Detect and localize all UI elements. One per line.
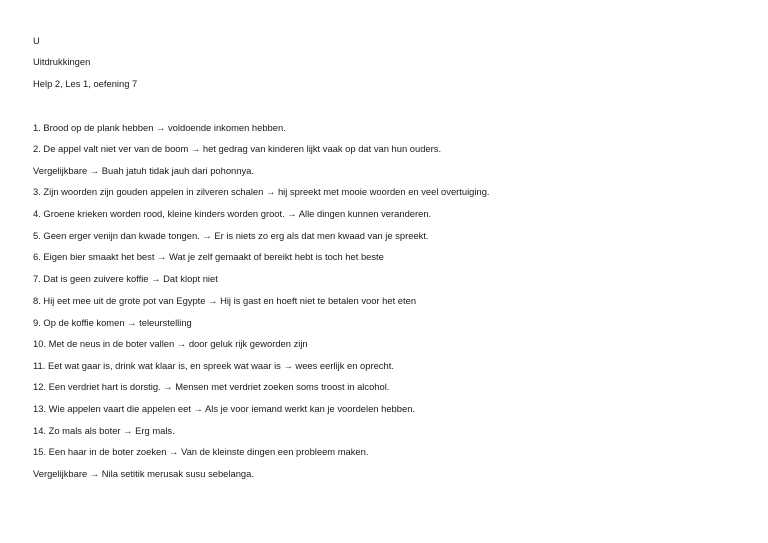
expression-line: 9. Op de koffie komen → teleurstelling (33, 317, 192, 328)
expression-line: 14. Zo mals als boter → Erg mals. (33, 425, 175, 436)
heading-letter: U (33, 35, 40, 46)
comparison-line: Vergelijkbare → Buah jatuh tidak jauh dari pohonnya. (33, 165, 254, 176)
expression-line: 1. Brood op de plank hebben → voldoende inkomen hebben. (33, 122, 286, 133)
expression-line: 4. Groene krieken worden rood, kleine kinders worden groot. → Alle dingen kunnen veranderen. (33, 208, 432, 219)
expression-line: 11. Eet wat gaar is, drink wat klaar is, en spreek wat waar is → wees eerlijk en oprecht. (33, 360, 394, 371)
document-subtitle: Help 2, Les 1, oefening 7 (33, 78, 138, 89)
expression-line: 3. Zijn woorden zijn gouden appelen in zilveren schalen → hij spreekt met mooie woorden en veel overtuiging. (33, 186, 490, 197)
expression-line: 12. Een verdriet hart is dorstig. → Mensen met verdriet zoeken soms troost in alcohol. (33, 381, 390, 392)
document-page (33, 0, 753, 543)
expression-line: 13. Wie appelen vaart die appelen eet → Als je voor iemand werkt kan je voordelen hebben. (33, 403, 416, 414)
expression-line: 10. Met de neus in de boter vallen → door geluk rijk geworden zijn (33, 338, 308, 349)
expression-line: 2. De appel valt niet ver van de boom → het gedrag van kinderen lijkt vaak op dat van hun ouders. (33, 143, 442, 154)
expression-line: 6. Eigen bier smaakt het best → Wat je zelf gemaakt of bereikt hebt is toch het beste (33, 251, 384, 262)
expression-line: 15. Een haar in de boter zoeken → Van de kleinste dingen een probleem maken. (33, 446, 369, 457)
expression-line: 5. Geen erger venijn dan kwade tongen. → Er is niets zo erg als dat men kwaad van je spreekt. (33, 230, 429, 241)
comparison-line: Vergelijkbare → Nila setitik merusak susu sebelanga. (33, 468, 254, 479)
expression-line: 8. Hij eet mee uit de grote pot van Egypte → Hij is gast en hoeft niet te betalen voor het eten (33, 295, 417, 306)
document-title: Uitdrukkingen (33, 56, 91, 67)
expression-line: 7. Dat is geen zuivere koffie → Dat klopt niet (33, 273, 218, 284)
